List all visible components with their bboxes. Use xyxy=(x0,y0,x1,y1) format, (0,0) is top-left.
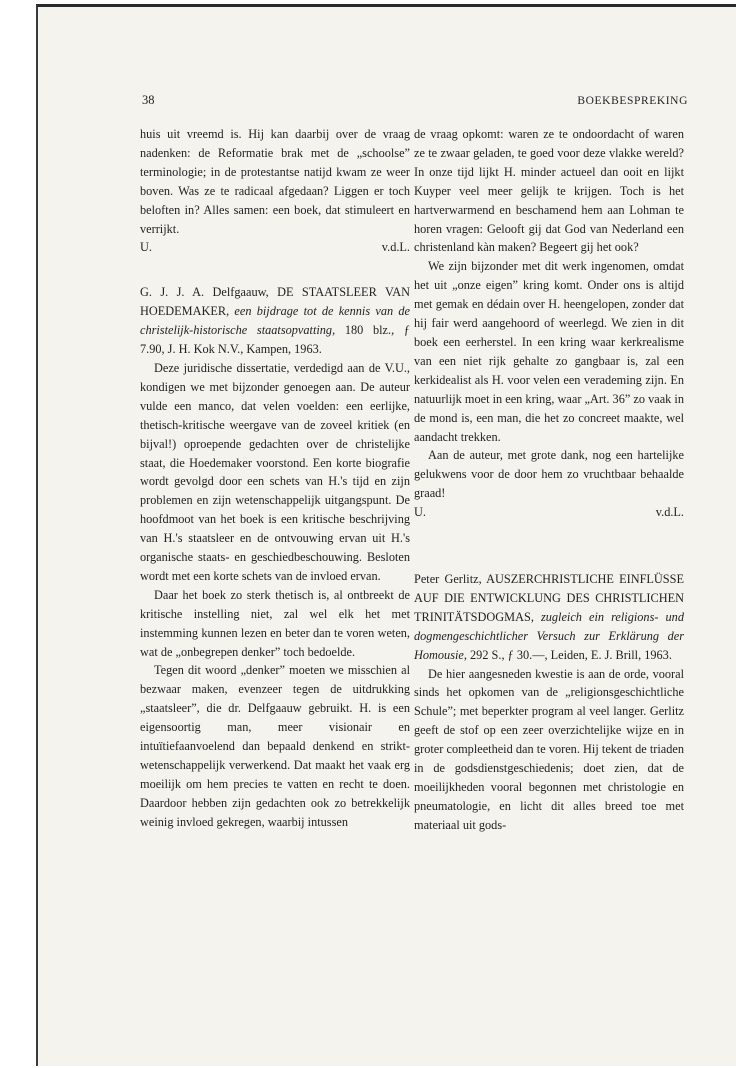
signature-initial: U. xyxy=(140,240,152,255)
running-head: BOEKBESPREKING xyxy=(577,95,688,107)
page-number: 38 xyxy=(142,93,155,107)
review2-paragraph: Deze juridische dissertatie, verdedigd aan de V.U., kondigen we met bijzonder genoegen aan. De auteur vulde een manco, dat velen voelden: een eerlijke, thetisch-kritische weergave van de zoveel kritiek (en bijval!) oproepende gedachten over de christelijke staat, die Hoedemaker voorstond. Een korte biografie wordt gevolgd door een schets van H.'s tijd en zijn problemen en zijn wetenschappelijk uitgangspunt. De hoofdmoot van het boek is een kritische beschrijving van H.'s staatsleer en de ontvouwing ervan uit H.'s organische staats- en geschiedbeschouwing. Besloten wordt met een korte schets van de invloed ervan. xyxy=(140,360,410,583)
review2-subtitle: een bijdrage tot de kennis van de christelijk-historische staatsopvatting xyxy=(140,304,410,338)
signature-name: v.d.L. xyxy=(655,505,684,520)
book-page xyxy=(36,4,736,1066)
review2-signature xyxy=(414,503,684,522)
review2-paragraph: We zijn bijzonder met dit werk ingenomen, omdat het uit „onze eigen” kring komt. Onder ons is altijd met gemak en dédain over H. heengelopen, zonder dat hij fair werd aangehoord of weerlegd. We zien in dit boek een eerherstel. In een kring waar kerkrealisme van een niet rijk gehalte zo gangbaar is, zal een kerkidealist als H. voor velen een verademing zijn. En natuurlijk moet in een kring, waar „Art. 36” zo vaak in de mond is, een man, die het zo concreet maakte, wel aandacht trekken. xyxy=(414,259,684,444)
left-column xyxy=(140,125,410,832)
review2-bibliographic-entry xyxy=(140,283,410,359)
review3-paragraph: De hier aangesneden kwestie is aan de orde, vooral sinds het opkomen van de „religionsgeschichtliche Schule”; met beperkter program al veel langer. Gerlitz geeft de stof op een zeer overzichtelijke wijze en in groter compleetheid dan te voren. Hij tekent de triaden in de godsdienstgeschiedenis; doet zien, dat de moeilijkheden vooral begonnen met christologie en pneumatologie, en licht dit alles breed toe met materiaal uit gods- xyxy=(414,666,684,832)
review3-subtitle: zugleich ein religions- und dogmengeschichtlicher Versuch zur Erklärung der Homousie xyxy=(414,609,684,662)
review2-paragraph: de vraag opkomt: waren ze te ondoordacht of waren ze te zwaar geladen, te goed voor deze vlakke wereld? In onze tijd lijkt H. minder actueel dan ooit en lijkt Kuyper veel meer gelijk te krijgen. Toch is het hartverwarmend en beschamend hem aan Lohman te horen vragen: Gelooft gij dat God van Nederland een christenland kàn maken? Begeert gij het ook? xyxy=(414,127,684,255)
review2-paragraph: Daar het boek zo sterk thetisch is, al ontbreekt de kritische instelling niet, zal wel elk het met instemming kunnen lezen en beter dan te voren weten, wat de „onbegrepen denker” toch bedoelde. xyxy=(140,587,410,659)
review3-publication: , 292 S., ƒ 30.—, Leiden, E. J. Brill, 1963. xyxy=(463,647,672,662)
review1-closing-paragraph: huis uit vreemd is. Hij kan daarbij over de vraag nadenken: de Reformatie brak met de „schoolse” terminologie; in de protestantse natijd kwam ze weer boven. Was ze te radicaal afgedaan? Liggen er toch beloften in? Alles samen: een boek, dat stimuleert en verrijkt. xyxy=(140,127,410,236)
review2-paragraph: Tegen dit woord „denker” moeten we misschien al bezwaar maken, evenzeer tegen de uitdrukking „staatsleer”, die dr. Delfgaauw gebruikt. H. is een eigensoortig man, meer visionair en intuïtiefaanvoelend dan bepaald denkend en strikt-wetenschappelijk verwerkend. Dat maakt het vaak erg moeilijk om hem precies te vatten en recht te doen. Daardoor hebben zijn gedachten ook zo betrekkelijk weinig invloed gekregen, waarbij intussen xyxy=(140,663,410,829)
signature-initial: U. xyxy=(414,505,426,520)
review3-author-title: Peter Gerlitz, AUSZERCHRISTLICHE EINFLÜSSE AUF DIE ENTWICKLUNG DES CHRISTLICHEN TRINITÄTSDOGMAS, xyxy=(414,572,684,624)
right-column xyxy=(414,125,684,835)
review3-bibliographic-entry xyxy=(414,570,684,665)
review2-author-title: G. J. J. A. Delfgaauw, DE STAATSLEER VAN HOEDEMAKER, xyxy=(140,285,410,319)
review1-signature xyxy=(140,238,410,257)
review2-publication: , 180 blz., ƒ 7.90, J. H. Kok N.V., Kampen, 1963. xyxy=(140,323,411,357)
review2-paragraph: Aan de auteur, met grote dank, nog een hartelijke gelukwens voor de door hem zo vruchtbaar behaalde graad! xyxy=(414,448,684,501)
signature-name: v.d.L. xyxy=(381,240,410,255)
